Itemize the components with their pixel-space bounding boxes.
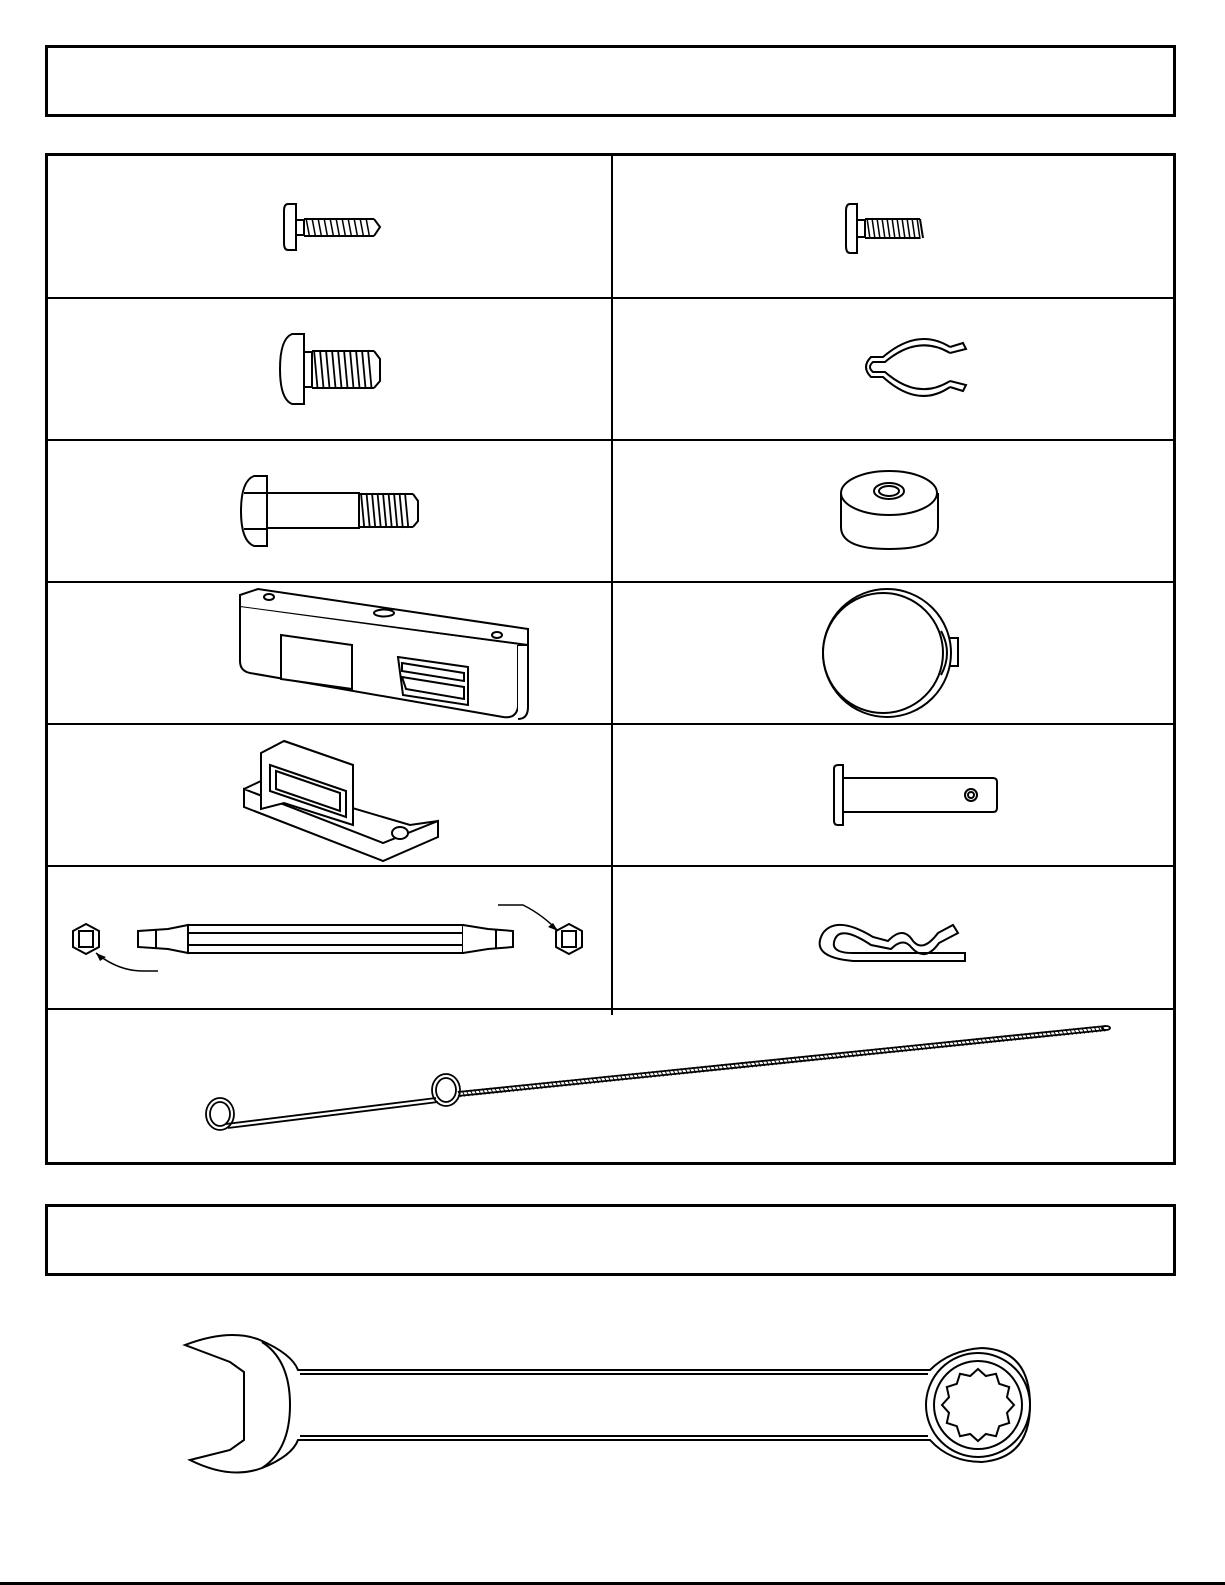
tool-area [0, 1290, 1225, 1550]
hardware-header-box [45, 45, 1176, 117]
part-cell [613, 299, 1173, 440]
parts-grid [45, 153, 1176, 1165]
round-cap-icon [613, 583, 1173, 724]
part-cell [48, 441, 611, 582]
cable-clip-icon [613, 299, 1173, 440]
thread-forming-screw-icon [48, 156, 611, 297]
part-cell [48, 1010, 1173, 1162]
part-cell [613, 583, 1173, 724]
tools-header-box [45, 1204, 1176, 1276]
part-cell [48, 867, 611, 1008]
mounting-bracket-icon [48, 583, 611, 724]
hitch-pin-clip-icon [613, 867, 1173, 1008]
spacer-washer-icon [613, 441, 1173, 582]
part-cell [48, 583, 611, 724]
part-cell [48, 156, 611, 297]
part-cell [613, 156, 1173, 297]
combination-wrench-icon [0, 1290, 1225, 1550]
double-ended-driver-bit-icon [48, 867, 611, 1008]
short-screw-icon [613, 156, 1173, 297]
wire-tie-icon [48, 1010, 1173, 1162]
part-cell [613, 725, 1173, 866]
shoulder-bolt-icon [48, 441, 611, 582]
part-cell [613, 441, 1173, 582]
hinge-block-icon [48, 725, 611, 866]
pan-head-screw-icon [48, 299, 611, 440]
part-cell [48, 725, 611, 866]
clevis-pin-icon [613, 725, 1173, 866]
part-cell [48, 299, 611, 440]
part-cell [613, 867, 1173, 1008]
